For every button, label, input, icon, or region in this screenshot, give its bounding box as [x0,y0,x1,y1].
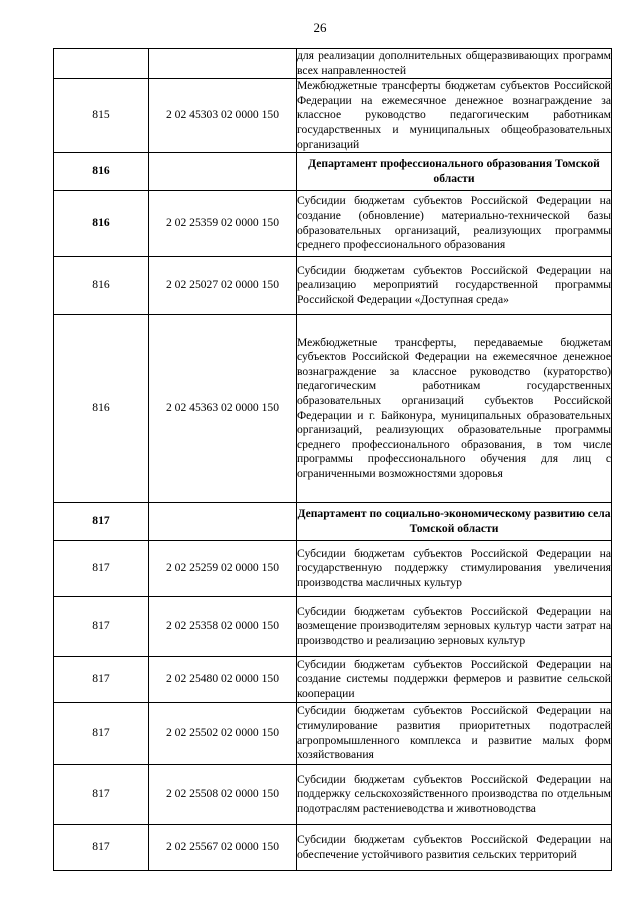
table-row [54,257,612,315]
revenue-code-cell: 2 02 25259 02 0000 150 [149,541,297,597]
admin-code-cell: 817 [54,825,149,871]
description-text: Субсидии бюджетам субъектов Российской Федерации на обеспечение устойчивого развития сельских территорий [297,833,611,861]
table-row [54,49,612,79]
admin-code-cell: 817 [54,765,149,825]
description-cell [297,597,612,657]
revenue-code-cell: 2 02 25359 02 0000 150 [149,191,297,257]
description-text: Субсидии бюджетам субъектов Российской Федерации на создание системы поддержки фермеров и развитие сельской кооперации [297,657,611,700]
admin-code-cell: 816 [54,315,149,503]
description-text: Субсидии бюджетам субъектов Российской Федерации на создание (обновление) материально-технической базы образовательных организаций, реализующих программы среднего профессионального образования [297,194,611,252]
description-cell [297,541,612,597]
revenue-code-cell: 2 02 25027 02 0000 150 [149,257,297,315]
admin-code-cell: 817 [54,597,149,657]
department-header-row [54,153,612,191]
revenue-code-cell [149,503,297,541]
description-cell [297,191,612,257]
admin-code-cell: 817 [54,657,149,703]
table-row [54,541,612,597]
revenue-code-cell: 2 02 25502 02 0000 150 [149,703,297,765]
description-text: Субсидии бюджетам субъектов Российской Федерации на стимулирование развития приоритетных подотраслей агропромышленного комплекса и развитие малых форм хозяйствования [297,704,611,762]
revenue-codes-table [53,48,612,871]
description-text: Субсидии бюджетам субъектов Российской Федерации на поддержку сельскохозяйственного производства по отдельным подотраслям растениеводства и животноводства [297,772,611,815]
department-header-row [54,503,612,541]
table-row [54,191,612,257]
description-cell [297,765,612,825]
page-number: 26 [313,20,327,35]
description-cell [297,49,612,79]
description-cell [297,79,612,153]
description-text: Межбюджетные трансферты, передаваемые бюджетам субъектов Российской Федерации на ежемесячное денежное вознаграждение за классное руководство (кураторство) педагогическим работникам государственных образовательных организаций субъектов Российской Федерации и г. Байконура, муниципальных образовательных организаций, реализующих образовательные программы среднего профессионального образования, в том числе программы профессионального обучения для лиц с ограниченными возможностями здоровья [297,335,611,481]
table-row [54,825,612,871]
description-text: для реализации дополнительных общеразвивающих программ всех направленностей [297,49,611,77]
revenue-code-cell [149,153,297,191]
table-row [54,703,612,765]
description-text: Межбюджетные трансферты бюджетам субъектов Российской Федерации на ежемесячное денежное вознаграждение за классное руководство педагогическим работникам государственных и муниципальных общеобразовательных организаций [297,79,611,151]
description-cell [297,315,612,503]
revenue-code-cell: 2 02 45303 02 0000 150 [149,79,297,153]
revenue-code-cell: 2 02 25508 02 0000 150 [149,765,297,825]
description-text: Субсидии бюджетам субъектов Российской Федерации на реализацию мероприятий государственной программы Российской Федерации «Доступная среда» [297,263,611,306]
table-row [54,315,612,503]
admin-code-cell [54,49,149,79]
description-text: Департамент по социально-экономическому развитию села Томской области [297,507,611,535]
table-row [54,79,612,153]
admin-code-cell: 817 [54,503,149,541]
revenue-code-cell: 2 02 25567 02 0000 150 [149,825,297,871]
admin-code-cell: 815 [54,79,149,153]
table-row [54,657,612,703]
description-text: Департамент профессионального образования Томской области [308,157,600,185]
description-text: Субсидии бюджетам субъектов Российской Федерации на возмещение производителям зерновых культур части затрат на производство и реализацию зерновых культур [297,604,611,647]
revenue-code-cell: 2 02 25358 02 0000 150 [149,597,297,657]
department-name-cell [297,153,612,191]
admin-code-cell: 816 [54,257,149,315]
department-name-cell [297,503,612,541]
admin-code-cell: 817 [54,541,149,597]
description-text: Субсидии бюджетам субъектов Российской Федерации на государственную поддержку стимулирования увеличения производства масличных культур [297,546,611,589]
description-cell [297,257,612,315]
admin-code-cell: 817 [54,703,149,765]
description-cell [297,825,612,871]
revenue-code-cell [149,49,297,79]
description-cell [297,703,612,765]
table-row [54,597,612,657]
revenue-code-cell: 2 02 25480 02 0000 150 [149,657,297,703]
admin-code-cell: 816 [54,153,149,191]
description-cell [297,657,612,703]
revenue-code-cell: 2 02 45363 02 0000 150 [149,315,297,503]
admin-code-cell: 816 [54,191,149,257]
table-row [54,765,612,825]
